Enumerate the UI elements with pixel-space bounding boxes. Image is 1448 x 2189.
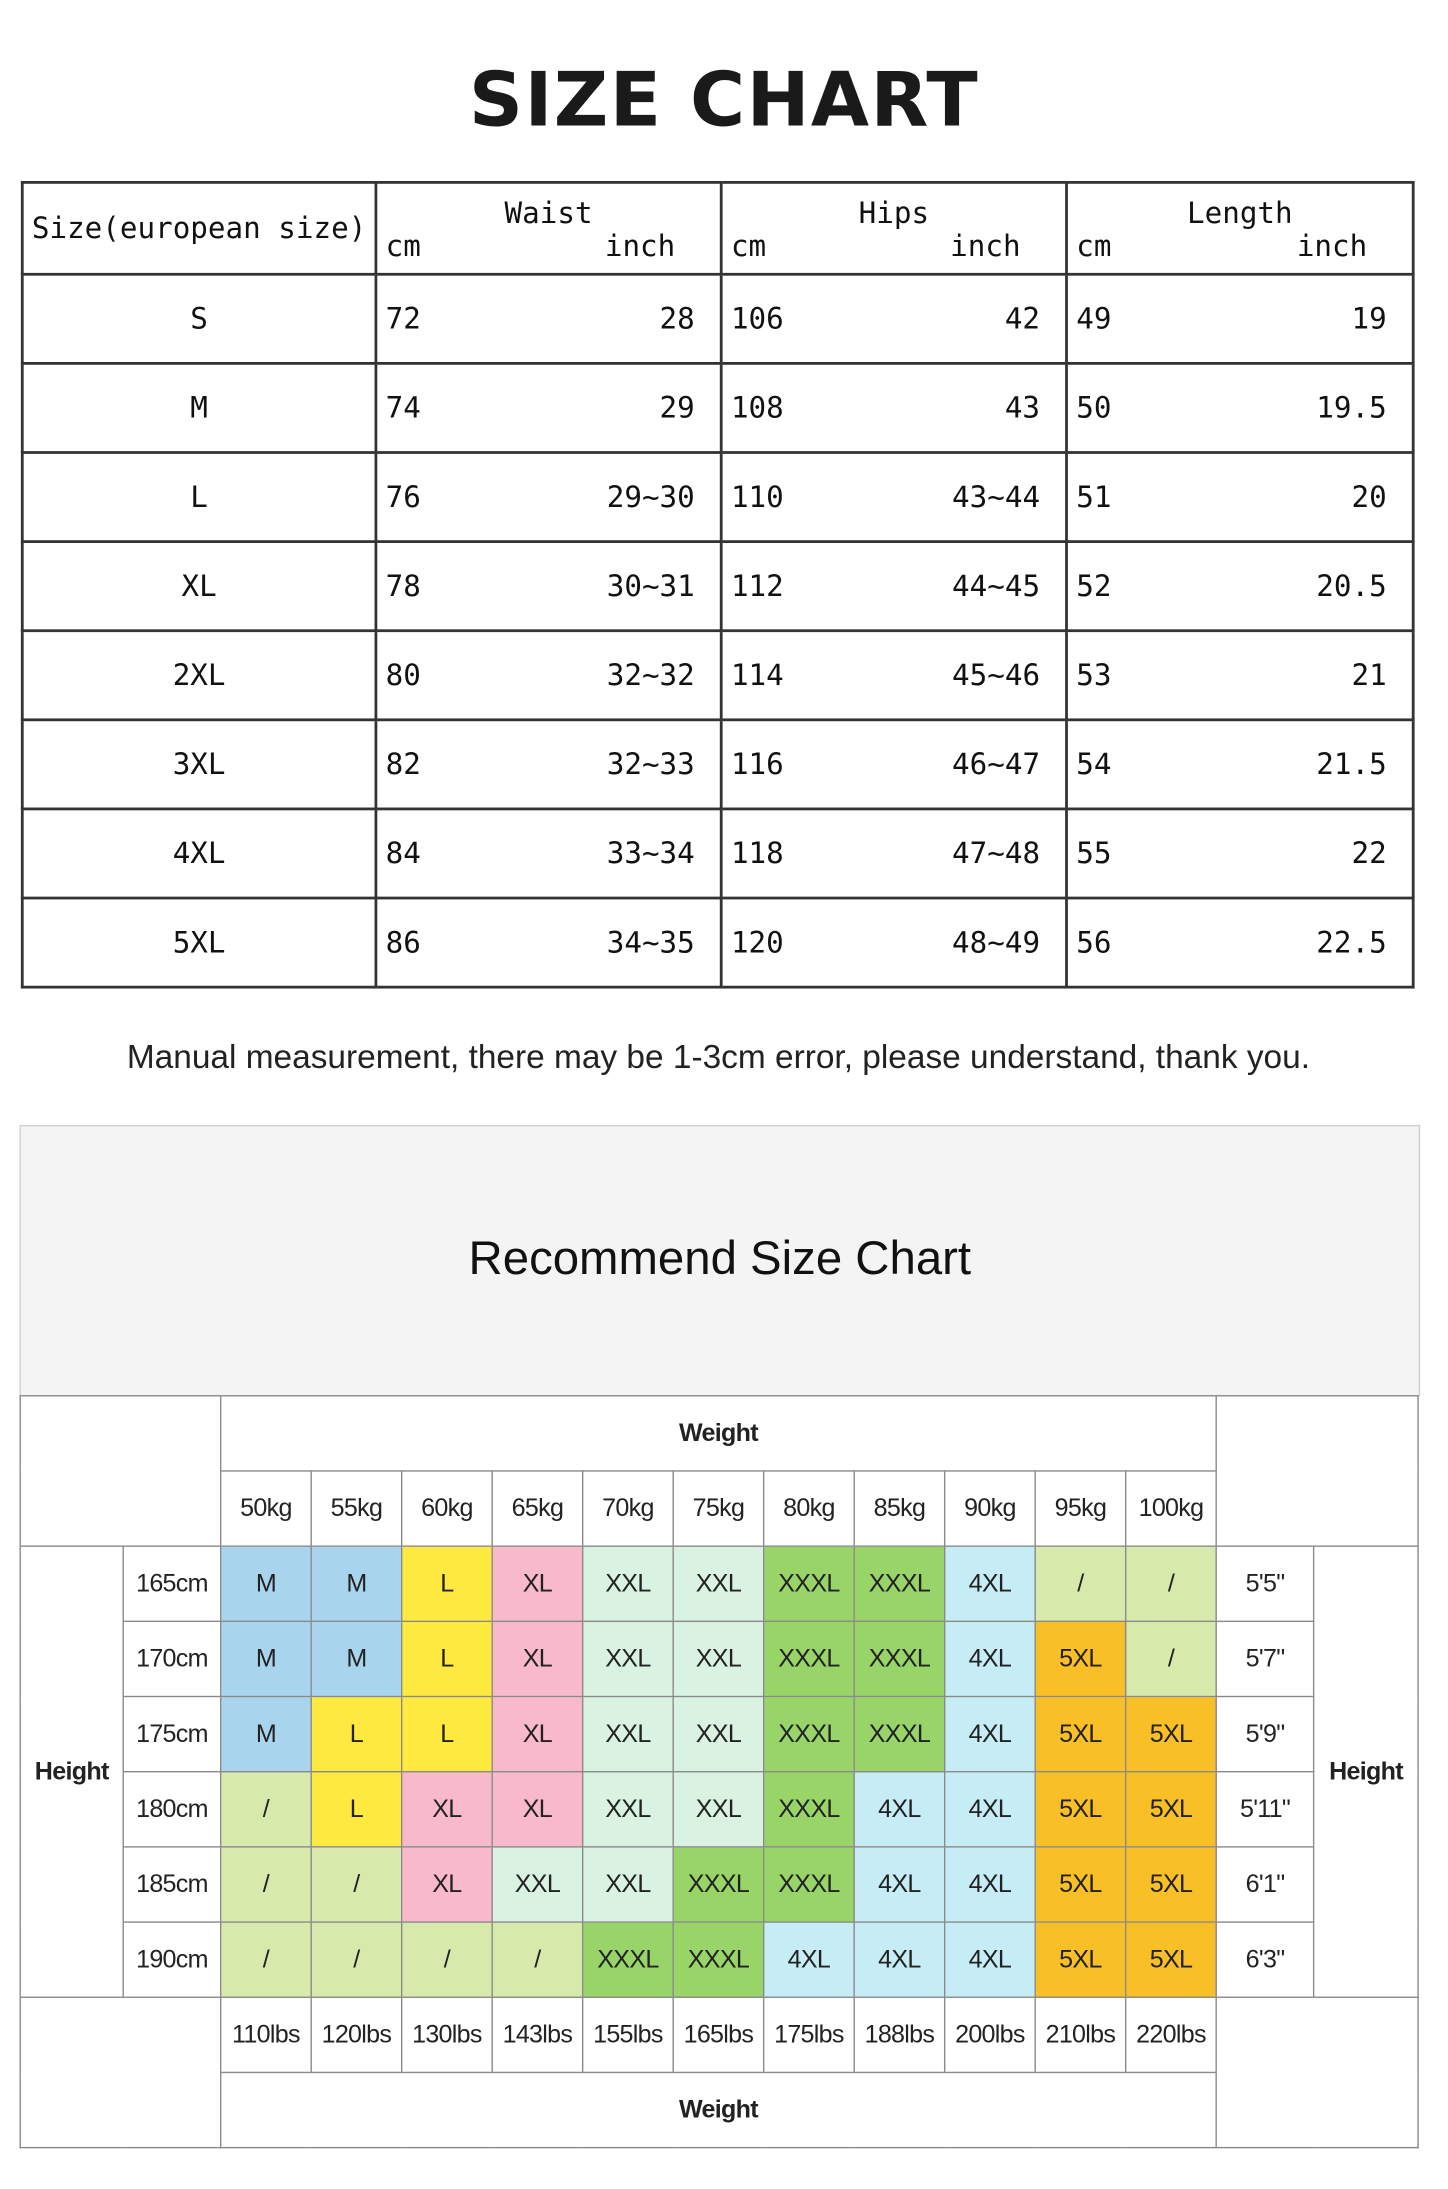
size-recommendation-cell: 4XL [764, 1922, 854, 1997]
waist-cell [376, 542, 721, 631]
hips-cell [721, 542, 1066, 631]
size-recommendation-cell: XXL [583, 1772, 673, 1847]
size-recommendation-cell: M [221, 1546, 311, 1621]
waist-inch-value: 34~35 [606, 925, 695, 960]
recommend-title: Recommend Size Chart [468, 1232, 972, 1286]
waist-inch-value: 29 [659, 391, 695, 425]
length-cm-value: 50 [1076, 391, 1112, 425]
length-cm-value: 49 [1076, 302, 1112, 336]
hips-inch-value: 43 [1004, 391, 1041, 425]
waist-cm-value: 80 [385, 658, 421, 692]
waist-cell [376, 274, 721, 363]
weight-lbs-cell: 175lbs [764, 1997, 854, 2072]
weight-footer-row [20, 2072, 1418, 2147]
size-recommendation-cell: XL [402, 1772, 492, 1847]
size-recommendation-cell: XXXL [854, 1546, 944, 1621]
size-recommendation-cell: 5XL [1126, 1922, 1217, 1997]
weight-lbs-cell: 220lbs [1126, 1997, 1217, 2072]
size-cell: 2XL [22, 631, 376, 720]
length-inch-value: 21 [1351, 658, 1387, 692]
hips-cell [721, 274, 1066, 363]
waist-cm-label: cm [385, 229, 421, 264]
length-inch-value: 21.5 [1316, 747, 1387, 782]
weight-kg-cell: 100kg [1126, 1471, 1217, 1546]
waist-inch-value: 33~34 [606, 836, 695, 871]
size-recommendation-cell: XL [402, 1847, 492, 1922]
waist-cm-value: 82 [385, 747, 421, 782]
length-inch-value: 22.5 [1316, 925, 1387, 960]
length-cell [1067, 720, 1414, 809]
length-label: Length [1187, 196, 1293, 230]
hips-inch-value: 43~44 [952, 480, 1041, 514]
size-recommendation-cell: L [311, 1697, 401, 1772]
height-ft-cell: 5'7" [1216, 1621, 1313, 1696]
length-cm-value: 52 [1076, 569, 1112, 603]
hips-inch-value: 47~48 [952, 836, 1041, 871]
size-recommendation-cell: M [221, 1621, 311, 1696]
size-recommendation-cell: L [402, 1621, 492, 1696]
weight-kg-cell: 75kg [673, 1471, 763, 1546]
waist-cell [376, 809, 721, 898]
waist-cell [376, 631, 721, 720]
size-recommendation-cell: / [1126, 1546, 1217, 1621]
size-recommendation-cell: 5XL [1035, 1772, 1125, 1847]
size-recommendation-cell: 5XL [1035, 1847, 1125, 1922]
hips-cell [721, 720, 1066, 809]
size-cell: 3XL [22, 720, 376, 809]
weight-kg-cell: 70kg [583, 1471, 673, 1546]
weight-lbs-cell: 130lbs [402, 1997, 492, 2072]
waist-header [376, 182, 721, 274]
size-table-header [22, 182, 1413, 274]
size-recommendation-cell: XXL [583, 1697, 673, 1772]
weight-kg-cell: 60kg [402, 1471, 492, 1546]
height-cm-cell: 185cm [123, 1847, 220, 1922]
length-inch-value: 22 [1351, 836, 1387, 871]
hips-cm-label: cm [730, 229, 767, 264]
height-row [20, 1546, 1418, 1621]
height-label-right: Height [1314, 1546, 1418, 1997]
length-inch-value: 19.5 [1316, 391, 1387, 425]
height-row [20, 1772, 1418, 1847]
size-recommendation-cell: / [402, 1922, 492, 1997]
length-inch-value: 19 [1351, 302, 1387, 336]
size-recommendation-cell: / [311, 1922, 401, 1997]
hips-cm-value: 112 [730, 569, 784, 603]
height-cm-cell: 175cm [123, 1697, 220, 1772]
size-cell: M [22, 363, 376, 452]
size-recommendation-cell: / [311, 1847, 401, 1922]
size-recommendation-cell: / [221, 1922, 311, 1997]
size-recommendation-cell: XXXL [673, 1922, 763, 1997]
hips-cm-value: 114 [730, 658, 784, 692]
weight-kg-cell: 90kg [945, 1471, 1035, 1546]
recommend-header-box [19, 1125, 1420, 1396]
hips-cell [721, 452, 1066, 541]
corner-cell [20, 1396, 220, 1546]
size-recommendation-cell: 5XL [1035, 1922, 1125, 1997]
size-recommendation-cell: XXXL [764, 1772, 854, 1847]
weight-kg-cell: 65kg [492, 1471, 582, 1546]
size-recommendation-cell: M [311, 1621, 401, 1696]
waist-cell [376, 720, 721, 809]
size-recommendation-cell: XL [492, 1546, 582, 1621]
height-cm-cell: 180cm [123, 1772, 220, 1847]
hips-inch-value: 45~46 [952, 658, 1041, 692]
size-row [22, 363, 1413, 452]
hips-inch-label: inch [950, 229, 1021, 264]
size-recommendation-cell: 5XL [1035, 1697, 1125, 1772]
waist-inch-label: inch [604, 229, 676, 264]
size-recommendation-cell: / [221, 1772, 311, 1847]
size-measurement-table [21, 181, 1415, 989]
size-recommendation-cell: L [402, 1697, 492, 1772]
size-recommendation-cell: XXXL [764, 1847, 854, 1922]
size-recommendation-cell: / [492, 1922, 582, 1997]
length-cell [1067, 542, 1414, 631]
length-cm-value: 51 [1076, 480, 1112, 514]
waist-cell [376, 898, 721, 987]
length-cm-value: 55 [1076, 836, 1112, 871]
length-cell [1067, 631, 1414, 720]
weight-kg-cell: 55kg [311, 1471, 401, 1546]
size-recommendation-cell: XXXL [764, 1621, 854, 1696]
size-recommendation-cell: XXL [492, 1847, 582, 1922]
weight-lbs-cell: 188lbs [854, 1997, 944, 2072]
size-row [22, 809, 1413, 898]
hips-inch-value: 46~47 [952, 747, 1041, 782]
size-recommendation-cell: XL [492, 1697, 582, 1772]
hips-inch-value: 48~49 [952, 925, 1041, 960]
size-recommendation-cell: 4XL [945, 1772, 1035, 1847]
weight-kg-cell: 50kg [221, 1471, 311, 1546]
height-cm-cell: 165cm [123, 1546, 220, 1621]
corner-cell-bottom [20, 1997, 220, 2147]
hips-cm-value: 116 [730, 747, 784, 782]
size-recommendation-cell: 4XL [945, 1621, 1035, 1696]
weight-kg-row [20, 1471, 1418, 1546]
size-recommendation-cell: XXL [673, 1546, 763, 1621]
waist-label: Waist [504, 196, 593, 230]
size-recommendation-cell: XXL [583, 1847, 673, 1922]
size-recommendation-cell: M [311, 1546, 401, 1621]
length-cell [1067, 809, 1414, 898]
waist-inch-value: 28 [659, 302, 695, 336]
size-row [22, 274, 1413, 363]
hips-cm-value: 106 [730, 302, 784, 336]
hips-cell [721, 631, 1066, 720]
right-corner-cell [1216, 1396, 1418, 1546]
size-recommendation-cell: 4XL [945, 1922, 1035, 1997]
length-cm-label: cm [1076, 229, 1112, 264]
hips-inch-value: 44~45 [952, 569, 1041, 603]
waist-cm-value: 74 [385, 391, 421, 425]
size-row [22, 542, 1413, 631]
length-inch-value: 20.5 [1316, 569, 1387, 603]
weight-lbs-cell: 120lbs [311, 1997, 401, 2072]
height-ft-cell: 6'3" [1216, 1922, 1313, 1997]
length-cm-value: 54 [1076, 747, 1112, 782]
size-recommendation-cell: XXL [673, 1772, 763, 1847]
waist-cm-value: 76 [385, 480, 421, 514]
recommend-size-table [19, 1395, 1418, 2148]
weight-lbs-cell: 210lbs [1035, 1997, 1125, 2072]
hips-cell [721, 898, 1066, 987]
height-row [20, 1697, 1418, 1772]
waist-cm-value: 86 [385, 925, 421, 960]
waist-cell [376, 452, 721, 541]
length-cell [1067, 898, 1414, 987]
height-ft-cell: 5'9" [1216, 1697, 1313, 1772]
size-row [22, 631, 1413, 720]
weight-label-top: Weight [221, 1396, 1217, 1471]
hips-label: Hips [858, 196, 930, 230]
length-cm-value: 56 [1076, 925, 1112, 960]
weight-lbs-cell: 143lbs [492, 1997, 582, 2072]
hips-cm-value: 118 [730, 836, 784, 871]
size-recommendation-cell: / [221, 1847, 311, 1922]
height-row [20, 1621, 1418, 1696]
weight-lbs-row [20, 1997, 1418, 2072]
size-cell: S [22, 274, 376, 363]
size-recommendation-cell: XXL [673, 1697, 763, 1772]
length-cell [1067, 274, 1414, 363]
size-recommendation-cell: 4XL [854, 1922, 944, 1997]
size-recommendation-cell: M [221, 1697, 311, 1772]
hips-header [721, 182, 1066, 274]
size-cell: 5XL [22, 898, 376, 987]
weight-lbs-cell: 110lbs [221, 1997, 311, 2072]
hips-cell [721, 363, 1066, 452]
length-cell [1067, 452, 1414, 541]
length-cell [1067, 363, 1414, 452]
height-cm-cell: 170cm [123, 1621, 220, 1696]
weight-kg-cell: 80kg [764, 1471, 854, 1546]
weight-lbs-cell: 165lbs [673, 1997, 763, 2072]
length-header [1067, 182, 1414, 274]
weight-kg-cell: 85kg [854, 1471, 944, 1546]
size-cell: XL [22, 542, 376, 631]
size-recommendation-cell: XXL [583, 1621, 673, 1696]
size-recommendation-cell: XXXL [854, 1621, 944, 1696]
height-label-left: Height [20, 1546, 123, 1997]
waist-inch-value: 29~30 [606, 480, 695, 514]
waist-cell [376, 363, 721, 452]
height-ft-cell: 5'11" [1216, 1772, 1313, 1847]
length-cm-value: 53 [1076, 658, 1112, 692]
size-recommendation-cell: XXXL [673, 1847, 763, 1922]
size-column-header: Size(european size) [22, 182, 376, 274]
size-recommendation-cell: XXL [583, 1546, 673, 1621]
size-recommendation-cell: XXXL [854, 1697, 944, 1772]
size-recommendation-cell: XL [492, 1621, 582, 1696]
height-ft-cell: 5'5" [1216, 1546, 1313, 1621]
size-recommendation-cell: 4XL [945, 1697, 1035, 1772]
weight-kg-cell: 95kg [1035, 1471, 1125, 1546]
height-row [20, 1847, 1418, 1922]
weight-header-row [20, 1396, 1418, 1471]
size-recommendation-cell: 4XL [945, 1847, 1035, 1922]
size-recommendation-cell: XXXL [764, 1546, 854, 1621]
waist-cm-value: 84 [385, 836, 421, 871]
size-recommendation-cell: 4XL [854, 1772, 944, 1847]
height-cm-cell: 190cm [123, 1922, 220, 1997]
size-recommendation-cell: XXXL [583, 1922, 673, 1997]
waist-cm-value: 72 [385, 302, 421, 336]
length-inch-label: inch [1296, 229, 1368, 264]
weight-lbs-cell: 155lbs [583, 1997, 673, 2072]
weight-label-bottom: Weight [221, 2072, 1217, 2147]
size-recommendation-cell: 5XL [1126, 1772, 1217, 1847]
size-row [22, 720, 1413, 809]
page-title: SIZE CHART [468, 55, 980, 144]
measurement-note: Manual measurement, there may be 1-3cm error, please understand, thank you. [126, 1038, 1311, 1077]
size-recommendation-cell: L [311, 1772, 401, 1847]
size-recommendation-cell: 4XL [854, 1847, 944, 1922]
size-recommendation-cell: / [1126, 1621, 1217, 1696]
size-recommendation-cell: L [402, 1546, 492, 1621]
size-recommendation-cell: 5XL [1126, 1697, 1217, 1772]
weight-lbs-cell: 200lbs [945, 1997, 1035, 2072]
height-ft-cell: 6'1" [1216, 1847, 1313, 1922]
size-row [22, 898, 1413, 987]
length-inch-value: 20 [1351, 480, 1387, 514]
size-recommendation-cell: 5XL [1035, 1621, 1125, 1696]
size-recommendation-cell: XXXL [764, 1697, 854, 1772]
size-recommendation-cell: 5XL [1126, 1847, 1217, 1922]
height-row [20, 1922, 1418, 1997]
hips-cm-value: 108 [730, 391, 784, 425]
size-recommendation-cell: 4XL [945, 1546, 1035, 1621]
waist-cm-value: 78 [385, 569, 421, 603]
waist-inch-value: 32~32 [606, 658, 695, 692]
size-row [22, 452, 1413, 541]
hips-cm-value: 110 [730, 480, 784, 514]
waist-inch-value: 32~33 [606, 747, 695, 782]
waist-inch-value: 30~31 [606, 569, 695, 603]
hips-inch-value: 42 [1004, 302, 1041, 336]
right-corner-bottom [1216, 1997, 1418, 2147]
size-recommendation-cell: / [1035, 1546, 1125, 1621]
size-cell: L [22, 452, 376, 541]
size-recommendation-cell: XL [492, 1772, 582, 1847]
size-cell: 4XL [22, 809, 376, 898]
size-recommendation-cell: XXL [673, 1621, 763, 1696]
hips-cm-value: 120 [730, 925, 784, 960]
hips-cell [721, 809, 1066, 898]
